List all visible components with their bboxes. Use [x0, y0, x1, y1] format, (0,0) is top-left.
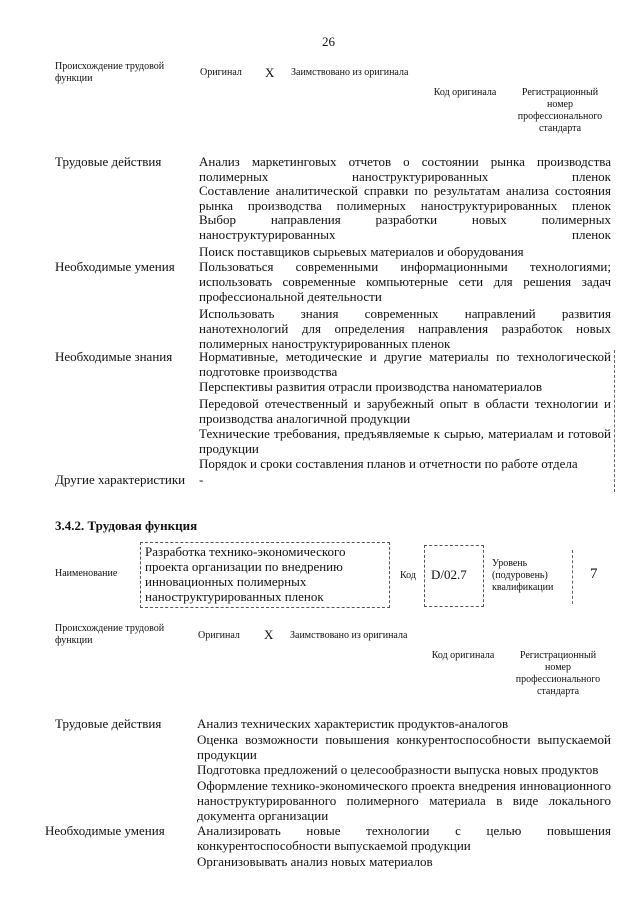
section-heading: 3.4.2. Трудовая функция [55, 518, 198, 533]
skill-item: Пользоваться современными информационными технологиями; использовать современные компьютерные сети для решения задач профессиональной деятельности [199, 259, 611, 304]
level-label: Уровень (подуровень) квалификации [492, 558, 554, 593]
knowledge-label: Необходимые знания [55, 349, 173, 364]
knowledge-item: Нормативные, методические и другие материалы по технологической подготовке производства [199, 349, 611, 379]
work-action-item: Оценка возможности повышения конкурентоспособности выпускаемой продукции [197, 732, 611, 762]
name-label: Наименование [55, 568, 118, 579]
work-action-item: Выбор направления разработки новых полимерных наноструктурированных пленок [199, 212, 611, 242]
knowledge-item: Технические требования, предъявляемые к сырью, материалам и готовой продукции [199, 426, 611, 456]
skills-label: Необходимые умения [45, 823, 165, 838]
knowledge-item: Передовой отечественный и зарубежный опыт в области технологии и производства аналогичной продукции [199, 396, 611, 426]
origin-borrowed-label: Заимствовано из оригинала [290, 630, 408, 641]
origin-borrowed-label: Заимствовано из оригинала [291, 67, 409, 78]
skill-item: Организовывать анализ новых материалов [197, 854, 433, 869]
origin-mark: X [265, 65, 275, 80]
other-characteristics-label: Другие характеристики [55, 472, 186, 487]
other-characteristics-value: - [199, 472, 204, 487]
level-value: 7 [590, 566, 598, 582]
origin-original-label: Оригинал [198, 630, 240, 641]
skill-item: Анализировать новые технологии с целью повышения конкурентоспособности выпускаемой продукции [197, 823, 611, 853]
work-action-item: Анализ маркетинговых отчетов о состоянии рынка производства полимерных наноструктурированных пленок [199, 154, 611, 184]
code-label: Код [400, 570, 416, 581]
code-original-label: Код оригинала [431, 650, 495, 661]
skills-label: Необходимые умения [55, 259, 175, 274]
level-divider [572, 550, 573, 604]
code-original-label: Код оригинала [433, 87, 497, 98]
origin-title: Происхождение трудовой функции [55, 623, 165, 646]
origin-original-label: Оригинал [200, 67, 242, 78]
name-value: Разработка технико-экономического проекта организации по внедрению инновационных полимерных наноструктурированных пленок [145, 544, 346, 604]
work-action-item: Анализ технических характеристик продуктов-аналогов [197, 716, 509, 731]
table-border-fragment [614, 350, 615, 492]
origin-mark: X [264, 627, 274, 642]
reg-number-label: Регистрационный номер профессионального стандарта [515, 650, 601, 697]
work-action-item: Составление аналитической справки по результатам анализа состояния рынка производства полимерных наноструктурированных пленок [199, 183, 611, 213]
code-value: D/02.7 [431, 567, 467, 582]
work-action-item: Подготовка предложений о целесообразности выпуска новых продуктов [197, 762, 599, 777]
work-action-item: Поиск поставщиков сырьевых материалов и оборудования [199, 244, 524, 259]
origin-title: Происхождение трудовой функции [55, 61, 165, 84]
reg-number-label: Регистрационный номер профессионального стандарта [517, 87, 603, 134]
work-actions-label: Трудовые действия [55, 154, 162, 169]
work-action-item: Оформление технико-экономического проекта внедрения инновационного наноструктурированного полимерного материала в виде локального документа организации [197, 778, 611, 823]
work-actions-label: Трудовые действия [55, 716, 162, 731]
knowledge-item: Перспективы развития отрасли производства наноматериалов [199, 379, 543, 394]
page-number: 26 [322, 34, 335, 49]
skill-item: Использовать знания современных направлений развития нанотехнологий для определения направления разработок новых полимерных наноструктурированных пленок [199, 306, 611, 351]
knowledge-item: Порядок и сроки составления планов и отчетности по работе отдела [199, 456, 578, 471]
